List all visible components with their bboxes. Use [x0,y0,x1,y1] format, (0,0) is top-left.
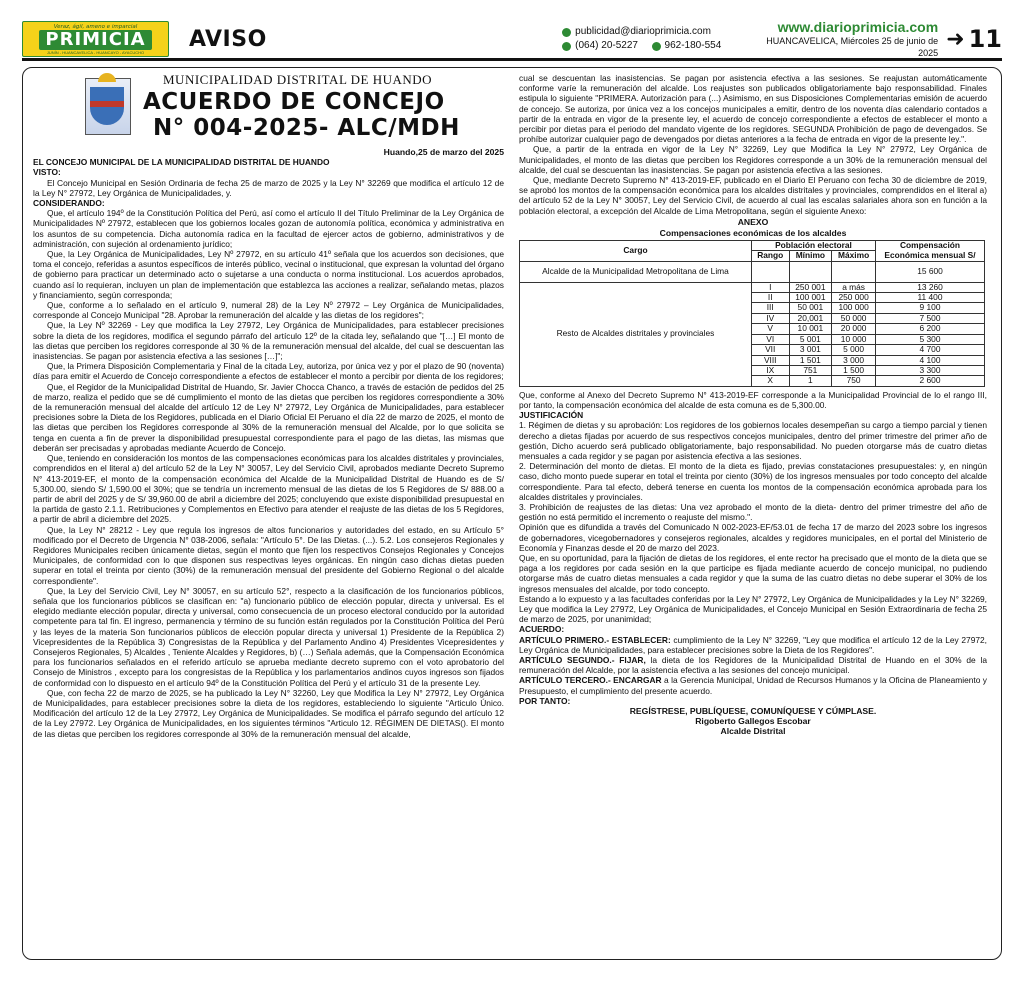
portanto-heading: POR TANTO: [519,695,571,706]
paragraph: Que, el Regidor de la Municipalidad Distrital de Huando, Sr. Javier Chocca Chanco, a través de estación de pedidos del 25 de marzo, realiza el pedido que se dé cumplimiento el monto de las dietas que perciben los regidores correspondiente a 30% de la remuneración mensual del alcalde del artículo 12 de Ley N° 27972, Ley Orgánica de Municipalidades, para establecer precisiones sobre la Dieta de los Regidores, publicada en el Diario Oficial El Peruano el día 22 de marzo de 2025, el monto de las dietas que perciben los Regidores corresponde al 30% de la remuneración mensual del Alcalde, por lo que solicita se tenga en cuenta a fin de prever la disponibilidad presupuestal correspondiente para el pago de las dietas, las mismas que deberán ser precisadas y aprobadas mediante Acuerdo de Concejo. [33,381,504,453]
page-number-block [946,25,1002,53]
table-row [520,261,985,282]
cell-comp: 4 100 [876,355,985,365]
cell-comp: 9 100 [876,303,985,313]
contact-email[interactable]: publicidad@diarioprimicia.com [575,26,711,37]
registrese-line: REGÍSTRESE, PUBLÍQUESE, COMUNÍQUESE Y CÚMPLASE. [629,706,877,717]
section-title: AVISO [189,26,267,52]
cell-rango: VI [751,334,789,344]
article-one-heading: ARTÍCULO PRIMERO.- ESTABLECER: [519,634,671,645]
cell-maximo: 5 000 [832,345,876,355]
justificacion-item: Opinión que es difundida a través del Comunicado N 002-2023-EF/53.01 de fecha 17 de marzo del 2023 sobre los ingresos de gobernadores, vicegobernadores y consejeros regionales, alcaldes y regidores municipales, en el portal del Ministerio de Economía y Finanzas desde el 20 de marzo del 2023. [519,522,987,553]
annex-title: ANEXO [737,216,769,227]
paragraph: Que, la Primera Disposición Complementaria y Final de la citada Ley, autoriza, por única vez y por el plazo de 90 (noventa) días para emitir el Acuerdo de Concejo correspondiente a efectos de establecer el monto a percibir por dienta de los regidores; [33,361,504,382]
cell-comp: 7 500 [876,313,985,323]
phone-icon [562,42,571,51]
arrow-right-icon: ➜ [946,26,965,52]
title-block [33,73,504,151]
paragraph: Que, a partir de la entrada en vigor de la Ley N° 32269, Ley que Modifica la Ley N° 27972, Ley Orgánica de Municipalidades, el monto de las dietas que perciben los Regidores corresponde a un 30% de la remuneración mensual del alcalde, del cual se descuentan las inasistencias. Se pagan por asistencia efectiva a las sesiones. [519,144,987,175]
paragraph: Que, conforme a lo señalado en el artículo 9, numeral 28) de la Ley Nº 27972 – Ley Orgánica de Municipalidades, corresponde al Concejo Municipal "28. Aprobar la remuneración del alcalde y las dietas de los regidores"; [33,300,504,321]
left-column [33,73,504,739]
agreement-number: N° 004-2025- ALC/MDH [153,115,460,141]
cell-minimo: 3 001 [789,345,832,355]
lima-value: 15 600 [876,261,985,282]
acuerdo-heading: ACUERDO: [519,624,565,635]
resto-cargo: Resto de Alcaldes distritales y provinciales [520,282,752,386]
place-date: Huando,25 de marzo del 2025 [383,147,504,157]
cell-maximo: 3 000 [832,355,876,365]
article-three-heading: ARTÍCULO TERCERO.- ENCARGAR [519,675,662,686]
col-cargo: Cargo [520,240,752,261]
cell-maximo: 1 500 [832,365,876,375]
logo-towns: JUNÍN - HUANCAVELICA - HUANCAYO - AYACUCHO [46,49,145,55]
whatsapp-icon [652,42,661,51]
page-number: 11 [968,25,1002,53]
col-compensacion: Compensación Económica mensual S/ [876,240,985,261]
agreement-title: ACUERDO DE CONCEJO [143,89,445,115]
justificacion-heading: JUSTIFICACIÓN [519,410,584,421]
signer-title: Alcalde Distrital [720,726,786,737]
cell-minimo: 100 001 [789,293,832,303]
logo-name: PRIMICIA [39,30,151,50]
cell-rango: II [751,293,789,303]
cell-comp: 5 300 [876,334,985,344]
table-row [520,282,985,292]
justificacion-item: 2. Determinación del monto de dietas. El monto de la dieta es fijado, previas constataciones presupuestales: y, en ningún caso, dicho monto puede superar en total el treinta por ciento (30%) de los ingresos mensuales por todo concepto del alcalde correspondiente. Para tal efecto, deberá tenerse en cuenta los montos de la compensación económica aprobada para los alcaldes distritales y provinciales. [519,461,987,502]
annex-table [519,240,985,387]
cell-rango: IX [751,365,789,375]
col-rango: Rango [751,251,789,261]
lima-cargo: Alcalde de la Municipalidad Metropolitana de Lima [520,261,752,282]
primicia-logo [22,21,169,57]
municipality-name: MUNICIPALIDAD DISTRITAL DE HUANDO [163,72,433,87]
paragraph: Que, la Ley del Servicio Civil, Ley N° 30057, en su artículo 52°, respecto a la clasificación de los funcionarios públicos, señala que los funcionarios públicos se clasifican en: "a) funcionario público de elección popular, directa y universal. Es el elegido mediante elección popular, directa y universal, como consecuencia de un proceso electoral conducido por la autoridad competente para tal fin. El ingreso, permanencia y término de su función están regulados por la Constitución Política del Perú y las leyes de la materia Son funcionarios públicos de elección popular directa y universal 1) Presidente de la República 2) Vicepresidentes de la República 3) Congresistas de la República y del Parlamento Andino 4) Presidentes Vicepresidentes y Consejeros Regionales, 5) Alcaldes , Teniente Alcaldes y Regidores, b) (…) Señala además, que la Compensación Económica para los funcionarios señalados en el referido artículo se aprueba mediante decreto supremo con el voto aprobatorio del Consejo de Ministros , excepto para los congresistas de la República y los parlamentarios andinos cuyos ingresos son fijados de conformidad con lo dispuesto en el artículo 94º de la Constitución Política del Perú y el artículo 31 de la presente Ley. [33,585,504,688]
article-two-heading: ARTÍCULO SEGUNDO.- FIJAR, [519,655,646,665]
logo-slogan: Veraz, ágil, ameno e imparcial [53,23,138,30]
cell-minimo: 1 501 [789,355,832,365]
article-one-text: cumplimiento de la Ley N° 32269, "Ley que modifica el artículo 12 de la Ley 27972, Ley Orgánica de Municipalidades, para establecer precisiones sobre la Dieta de los Regidores". [519,634,987,655]
article-one [519,635,987,655]
edition-date: HUANCAVELICA, Miércoles 25 de junio de 2025 [766,36,939,58]
cell-maximo: 750 [832,376,876,386]
justificacion-item: Que, en su oportunidad, para la fijación de dietas de los regidores, el ente rector ha precisado que el monto de la dieta que se paga a los regidores por cada sesión en la que participe es fijada mediante acuerdo de concejo municipal, no pudiendo otorgarse más de cuatro dietas mensuales a cada regidor y que la suma de las cuatro dietas no debe superar el 30% de los ingresos mensuales del alcalde, por todo concepto. [519,552,987,594]
cell-maximo: 10 000 [832,334,876,344]
municipal-crest-icon [85,78,131,135]
cell-minimo: 1 [789,376,832,386]
cell-rango: V [751,324,789,334]
after-annex-text: Que, conforme al Anexo del Decreto Supremo N° 413-2019-EF corresponde a la Municipalidad Provincial de lo el rango III, por tanto, la compensación económica del alcalde de esta comuna es de 5,300.00. [519,389,987,410]
paragraph: Que, con fecha 22 de marzo de 2025, se ha publicado la Ley N° 32260, Ley que Modifica la Ley N° 27972, Ley Orgánica de Municipalidades, para establecer precisiones sobre la dieta de los regidores, estableciendo lo siguiente "Articulo Único. Modificación del artículo 12 de la Ley 27972, Ley Orgánica de Municipalidades. Se modifica el párrafo segundo del artículo 12 de la Ley 27972. Ley Orgánica de Municipalidades, en los siguientes términos "Articulo 12. RÉGIMEN DE DIETAS(). El monto de las dietas que perciben los regidores corresponde al 30% de la remuneración mensual del alcalde, [33,687,504,739]
paragraph: Que, la Ley N° 28212 - Ley que regula los ingresos de altos funcionarios y autoridades del estado, en su Artículo 5° modificado por el Decreto de Urgencia N° 038-2006, señala: "Artículo 5°. De las Dietas. (...). 5.2. Los consejeros Regionales y Regidores Municipales reciben únicamente dietas, según el monto que fijen los respectivos Consejos Regionales y Concejos Municipales, de conformidad con lo que disponen sus respectivas leyes orgánicas. En ningún caso dichas dietas pueden superar en total el treinta por ciento (30%) de la remuneración mensual del presidente del Gobierno Regional o del alcalde correspondiente". [33,524,504,586]
cell-minimo: 10 001 [789,324,832,334]
cell-rango: I [751,282,789,292]
contact-whatsapp: 962-180-554 [664,40,722,51]
article-two [519,655,987,675]
cell-maximo: 100 000 [832,303,876,313]
cell-comp: 4 700 [876,345,985,355]
cell-comp: 6 200 [876,324,985,334]
cell-rango: VII [751,345,789,355]
concejo-heading: EL CONCEJO MUNICIPAL DE LA MUNICIPALIDAD DISTRITAL DE HUANDO [33,157,330,168]
cell-maximo: a más [832,282,876,292]
cell-rango: VIII [751,355,789,365]
paragraph: Que, teniendo en consideración los montos de las compensaciones económicas para los alcaldes distritales y provinciales, comprendidos en el literal a) del artículo 52 de la Ley N° 30057, Ley del Servicio Civil, aprobados mediante Decreto Supremo N° 413-2019-EF, el monto de la compensación económica del Alcalde de la Municipalidad Distrital de Huando es de S/ 5,300.00, siendo S/ 1,590.00 el 30%; que se tendría un incremento mensual de las dietas de los 5 Regidores de S/ 888.00 a partir de abril del 2025 y de S/ 39,960.00 de abril a diciembre del 2025; concluyendo que existe disponibilidad presupuestal en la partida de gasto 2.1.1. Retribuciones y Complementos en Efectivo para atender el reajuste de las dietas de los 5 Regidores, a partir de abril a diciembre del 2025. [33,453,504,525]
right-column [519,73,987,736]
cell-comp: 11 400 [876,293,985,303]
cell-minimo: 5 001 [789,334,832,344]
cell-minimo: 20,001 [789,313,832,323]
cell-maximo: 20 000 [832,324,876,334]
cell-maximo: 50 000 [832,313,876,323]
justificacion-item: 3. Prohibición de reajustes de las dietas: Una vez aprobado el monto de la dieta- dentro del primer trimestre del año de gestión no está permitido el incremento o reajuste del mismo.". [519,501,987,523]
col-maximo: Máximo [832,251,876,261]
paragraph: Que, la Ley Nº 32269 - Ley que modifica la Ley 27972, Ley Orgánica de Municipalidades, para establecer precisiones sobre la dieta de los regidores, modifica el segundo párrafo del artículo 12º de la citada ley, señalando que "[…] El monto de las dietas que perciben los regidores corresponde al 30 % de la remuneración mensual del alcalde, del cual se descuentan las inasistencias. Se pagan por asistencia efectiva a las sesiones […]"; [33,320,504,362]
justificacion-item: Estando a lo expuesto y a las facultades conferidas por la Ley N° 27972, Ley Orgánica de Municipalidades y la Ley N° 32269, Ley que modifica la Ley 27972, Ley Orgánica de Municipalidades, el Concejo Municipal en Sesión Extraordinaria de fecha 25 de marzo de 2025, por unanimidad; [519,593,987,625]
paragraph: Que, mediante Decreto Supremo N° 413-2019-EF, publicado en el Diario El Peruano con fecha 30 de diciembre de 2019, se aprobó los montos de la compensación económica para los alcaldes distritales y provinciales, comprendidos en el literal a) del artículo 52 de la Ley N° 30057, Ley del Servicio Civil, de acuerdo al cual las escalas salariales ahora son en función a la población electoral, a excepción del Alcalde de Lima Metropolitana, según el siguiente Anexo: [519,175,987,216]
paragraph: cual se descuentan las inasistencias. Se pagan por asistencia efectiva a las sesiones. Se reajustan automáticamente conforme varíe la remuneración del alcalde. Los reajustes son publicados obligatoriamente bajo responsabilidad. Finales estipula lo siguiente "PRIMERA. Autorización para (...) Asimismo, en sus Disposiciones Complementarias emisión de acuerdo de concejo. Se autoriza, por única vez a los concejos municipales a emitir, dentro de los noventa días calendario contados a partir de la entrada en vigor de la presente ley, el acuerdo de concejo correspondiente a efectos de establecer el monto a percibir por dietas para el periodo del mandato vigente de los regidores. SEGUNDA Prohibición de pago de devengados. Se prohíbe autorizar cualquier pago de devengados por dietas anteriores a la fecha de entrada en vigor de la presente ley.". [519,73,987,145]
cell-rango: IV [751,313,789,323]
header-rule [22,58,1002,61]
page-header [22,20,1002,58]
article-two-text: la dieta de los Regidores de la Municipalidad Distrital de Huando en el 30% de la remuneración del Alcalde, por la asistencia efectiva a las sesiones del concejo municipal. [519,655,988,676]
justificacion-item: 1. Régimen de dietas y su aprobación: Los regidores de los gobiernos locales desempeñan su cargo a tiempo parcial y tienen derecho a dietas fijadas por acuerdo de sus respectivos concejos municipales, dentro del primer trimestre del primer año de gestión, Dicho acuerdo será publicado obligatoriamente, bajo responsabilidad. No pueden otorgarse más de cuatro dietas mensuales a cada regidor y se pagan por asistencia efectiva a las sesiones. [519,420,987,461]
contact-phone: (064) 20-5227 [575,40,638,51]
article-three [519,675,987,695]
paragraph: Que, el artículo 194º de la Constitución Política del Perú, así como el artículo II del Título Preliminar de la Ley Orgánica de Municipalidades Nº 27972, establecen que los gobiernos locales gozan de autonomía política, económica y administrativa en los asuntos de su competencia. Dicha autonomía radica en la facultad de ejercer actos de gobierno, administrativos y de administración, con sujeción al ordenamiento jurídico; [33,208,504,249]
annex-subtitle: Compensaciones económicas de los alcaldes [659,227,847,238]
cell-comp: 2 600 [876,376,985,386]
cell-rango: X [751,376,789,386]
web-info [748,19,938,59]
paragraph: Que, la Ley Orgánica de Municipalidades, Ley Nº 27972, en su artículo 41º señala que los acuerdos son decisiones, que toma el concejo, referidas a asuntos específicos de interés público, vecinal o institucional, que expresan la voluntad del órgano de gobierno para practicar un determinado acto o sujetarse a una conducta o norma institucional. Los acuerdos aprobados, cuando así lo requieran, incluyen un plan de implementación que establezca las acciones a realizar, señalando metas, plazos y financiamiento, según corresponda; [33,249,504,300]
contact-info [562,25,742,53]
cell-comp: 13 260 [876,282,985,292]
cell-maximo: 250 000 [832,293,876,303]
col-poblacion: Población electoral [751,240,875,250]
website-link[interactable]: www.diarioprimicia.com [777,19,939,35]
cell-minimo: 250 001 [789,282,832,292]
cell-minimo: 751 [789,365,832,375]
considerando-heading: CONSIDERANDO: [33,198,105,209]
article-three-text: a la Gerencia Municipal, Unidad de Recursos Humanos y la Oficina de Planeamiento y Presupuesto, el cumplimiento del presente acuerdo. [519,675,987,696]
cell-rango: III [751,303,789,313]
signer-name: Rigoberto Gallegos Escobar [695,716,811,727]
visto-heading: VISTO: [33,167,61,178]
col-minimo: Mínimo [789,251,832,261]
visto-text: El Concejo Municipal en Sesión Ordinaria de fecha 25 de marzo de 2025 y la Ley N° 32269 que modifica el artículo 12 de la Ley N° 27972, Ley Orgánica de Municipalidades, y. [33,177,504,198]
cell-minimo: 50 001 [789,303,832,313]
email-icon [562,28,571,37]
cell-comp: 3 300 [876,365,985,375]
